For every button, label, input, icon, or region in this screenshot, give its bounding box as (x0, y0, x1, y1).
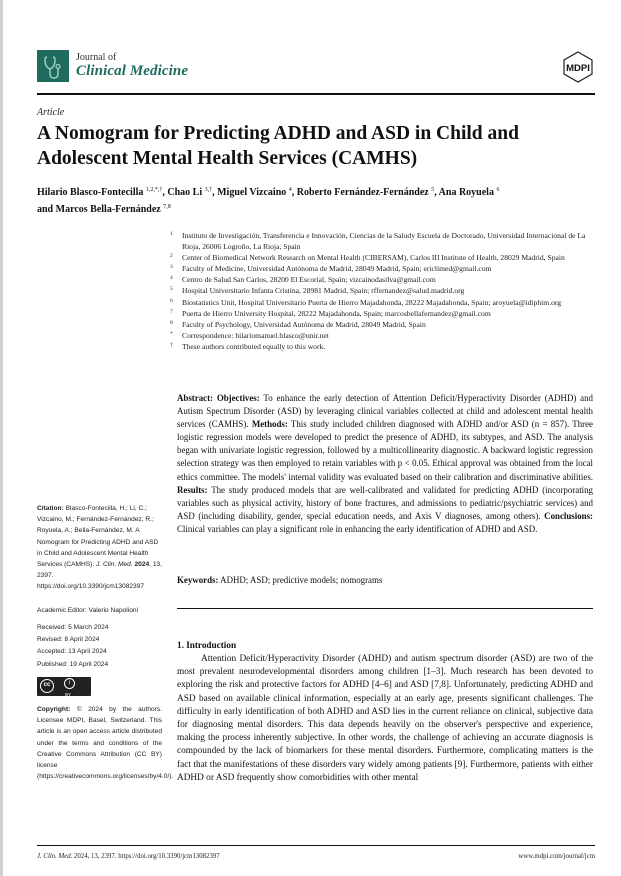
results-label: Results: (177, 484, 208, 495)
published-date: Published: 19 April 2024 (37, 660, 109, 668)
keywords (177, 575, 593, 585)
footer-website-link[interactable]: www.mdpi.com/journal/jcm (518, 853, 595, 860)
author-name: Marcos Bella-Fernández (55, 204, 161, 215)
citation-label: Citation: (37, 505, 64, 512)
affiliation-item: 2 Center of Biomedical Network Research on Mental Health (CIBERSAM), Carlos III Institute of Health, 28029 Madrid, Spain (170, 253, 565, 263)
revised-date: Revised: 8 April 2024 (37, 636, 100, 644)
conclusions-text: Clinical variables can play a significant role in enhancing the early identification of ADHD and ASD. (177, 523, 538, 534)
page-edge (0, 0, 3, 876)
affiliation-item: 5 Hospital Universitario Infanta Cristina, 28981 Madrid, Spain; rffernandez@salud.madrid.org (170, 286, 465, 296)
citation-doi-link[interactable]: , 13, 2397. https://doi.org/10.3390/jcm13082397 (37, 561, 163, 591)
copyright-notice (37, 704, 174, 782)
introduction-paragraph: Attention Deficit/Hyperactivity Disorder (ADHD) and autism spectrum disorder (ASD) are two of the most prevalent neurodevelopmental disorders among children [1–3]. Much research has been devoted to exploring the risk and protective factors for ADHD [4–6] and ASD [7,8]. Unfortunately, predicting ADHD and ASD based on available clinical information, especially at an early age, presents significant challenges. The difficulty in early identification of both ADHD and ASD lies in the current reliance on clinical, subjective data for diagnosing mental disorders. This data depends heavily on the observer's perspective and experience, making the process inherently subjective. In other words, the challenge of achieving an accurate diagnosis is compounded by the lack of biomarkers for these mental disorders. Furthermore, complicating matters is the fact that the manifestations of these disorders vary widely among patients [9]. Furthermore, patients with either ADHD or ASD frequently show comorbidities with other mental (177, 654, 593, 783)
author-affiliation: 4 (288, 187, 292, 193)
publication-dates (37, 622, 162, 671)
abstract (177, 392, 593, 536)
keywords-text: ADHD; ASD; predictive models; nomograms (220, 575, 383, 585)
keywords-label: Keywords: (177, 575, 219, 585)
stethoscope-icon (37, 50, 69, 82)
author-affiliation: 6 (496, 187, 500, 193)
citation-journal: J. Clin. Med. (96, 561, 133, 569)
footer-divider (37, 845, 595, 846)
article-title: A Nomogram for Predicting ADHD and ASD in Child and Adolescent Mental Health Services (CAMHS) (37, 123, 519, 169)
conclusions-label: Conclusions: (544, 510, 593, 521)
methods-label: Methods: (251, 419, 288, 430)
cc-by-license-badge[interactable] (37, 677, 91, 696)
author-connector: and (37, 204, 54, 215)
citation-text: Blasco-Fontecilla, H.; Li, C.; Vizcaino, M.; Fernández-Fernández, R.; Royuela, A.; Bella-Fernández, M. A Nomogram for Predicting ADHD and ASD in Child and Adolescent Mental Health Services (CAMHS). (37, 505, 159, 569)
author-name: Ana Royuela (438, 187, 494, 198)
creative-commons-icon: cc (40, 679, 54, 693)
citation-year: 2024 (134, 561, 150, 569)
equal-contribution-note: † These authors contributed equally to this work. (170, 341, 326, 351)
author-affiliation: 3,† (204, 187, 213, 193)
journal-name: Clinical Medicine (76, 63, 189, 79)
footer-journal-abbrev: J. Clin. Med. (37, 853, 73, 860)
author-affiliation: 1,2,*,† (145, 187, 163, 193)
section-heading-introduction: 1. Introduction (177, 640, 237, 650)
affiliation-item: 6 Biostatistics Unit, Hospital Universitario Puerta de Hierro Majadahonda, 28222 Majadahonda, Spain; aroyuela@idiphim.org (170, 297, 562, 307)
accepted-date: Accepted: 13 April 2024 (37, 648, 107, 656)
journal-prefix: Journal of (76, 52, 117, 63)
mdpi-logo-text: MDPI (566, 63, 590, 74)
author-name: Chao Li (167, 187, 203, 198)
journal-header (37, 50, 595, 90)
footer-doi-link[interactable]: 2024, 13, 2397. https://doi.org/10.3390/jcm13082397 (72, 853, 220, 860)
academic-editor: Academic Editor: Valerio Napolioni (37, 606, 139, 614)
received-date: Received: 5 March 2024 (37, 623, 109, 631)
affiliation-item: 8 Faculty of Psychology, Universidad Autónoma de Madrid, 28049 Madrid, Spain (170, 319, 426, 329)
author-affiliation: 7,8 (163, 204, 171, 210)
results-text: The study produced models that are well-calibrated and validated for predicting ADHD (incorporating variables such as physical activity, history of bone fractures, and admissions to pediatric/psychiatric services) and ASD (including disability, gender, special education needs, and Axis V diagnoses, among others). (177, 484, 593, 521)
author-list: Hilario Blasco-Fontecilla $^{1,2,*,\dagger}$, Chao Li $^{3,\dagger}$, Miguel Vizcaino $^4$, Roberto Fernández-Fernández $^5$, Ana Royuela $^6$ and Marcos Bella-Fernández $^{7,8}$ (37, 187, 500, 215)
author-name: Hilario Blasco-Fontecilla (37, 187, 144, 198)
abstract-divider (177, 608, 593, 609)
objectives-text: To enhance the early detection of Attention Deficit/Hyperactivity Disorder (ADHD) and Autism Spectrum Disorder (ASD) by leveraging clinical variables collected at child and adolescent mental health services (CAMHS). (177, 393, 593, 430)
header-divider (37, 93, 595, 95)
author-name: Roberto Fernández-Fernández (296, 187, 429, 198)
affiliations-list (170, 230, 600, 352)
attribution-icon: i (64, 678, 75, 689)
article-type: Article (37, 107, 65, 118)
citation-block (37, 503, 162, 593)
mdpi-logo-icon (561, 50, 595, 84)
abstract-label: Abstract: (177, 393, 213, 403)
affiliation-item: 4 Centro de Salud San Carlos, 28200 El Escorial, Spain; vizcainodasilva@gmail.com (170, 275, 436, 285)
copyright-text: © 2024 by the authors. Licensee MDPI, Basel, Switzerland. This article is an open access article distributed under the terms and conditions of the Creative Commons Attribution (CC BY) license (https://creativecommons.org/licenses/by/4.0/). (37, 706, 174, 781)
footer-citation (37, 853, 220, 860)
by-label: BY (65, 692, 72, 698)
objectives-label: Objectives: (216, 393, 260, 403)
copyright-label: Copyright: (37, 706, 71, 714)
article-sidebar (37, 503, 174, 782)
methods-text: This study included children diagnosed with ADHD and/or ASD (n = 857). Three logistic regression models were developed to predict the presence of ADHD, its subtypes, and ASD. The analysis began with univariate logistic regression, followed by a multicollinearity diagnostic. A backward logistic regression selection strategy was then employed to retain variables with p < 0.05. Ethical approval was obtained from the local ethics committee. The models' internal validity was evaluated based on their calibration and discriminative abilities. (177, 419, 593, 482)
author-affiliation: 5 (431, 187, 435, 193)
correspondence: * Correspondence: hilariomanuel.blasco@unir.net (170, 330, 329, 340)
affiliation-item: 3 Faculty of Medicine, Universidad Autónoma de Madrid, 28049 Madrid, Spain; ericlimed@gmail.com (170, 264, 492, 274)
affiliation-item: 7 Puerta de Hierro University Hospital, 28222 Majadahonda, Spain; marcosbellafernandez@gmail.com (170, 308, 491, 318)
author-name: Miguel Vizcaino (217, 187, 287, 198)
affiliation-item: 1 Instituto de Investigación, Transferencia e Innovación, Ciencias de la Saludy Escuela de Doctorado, Universidad Internacional de La Rioja, 26006 Logroño, La Rioja, Spain (170, 231, 586, 252)
